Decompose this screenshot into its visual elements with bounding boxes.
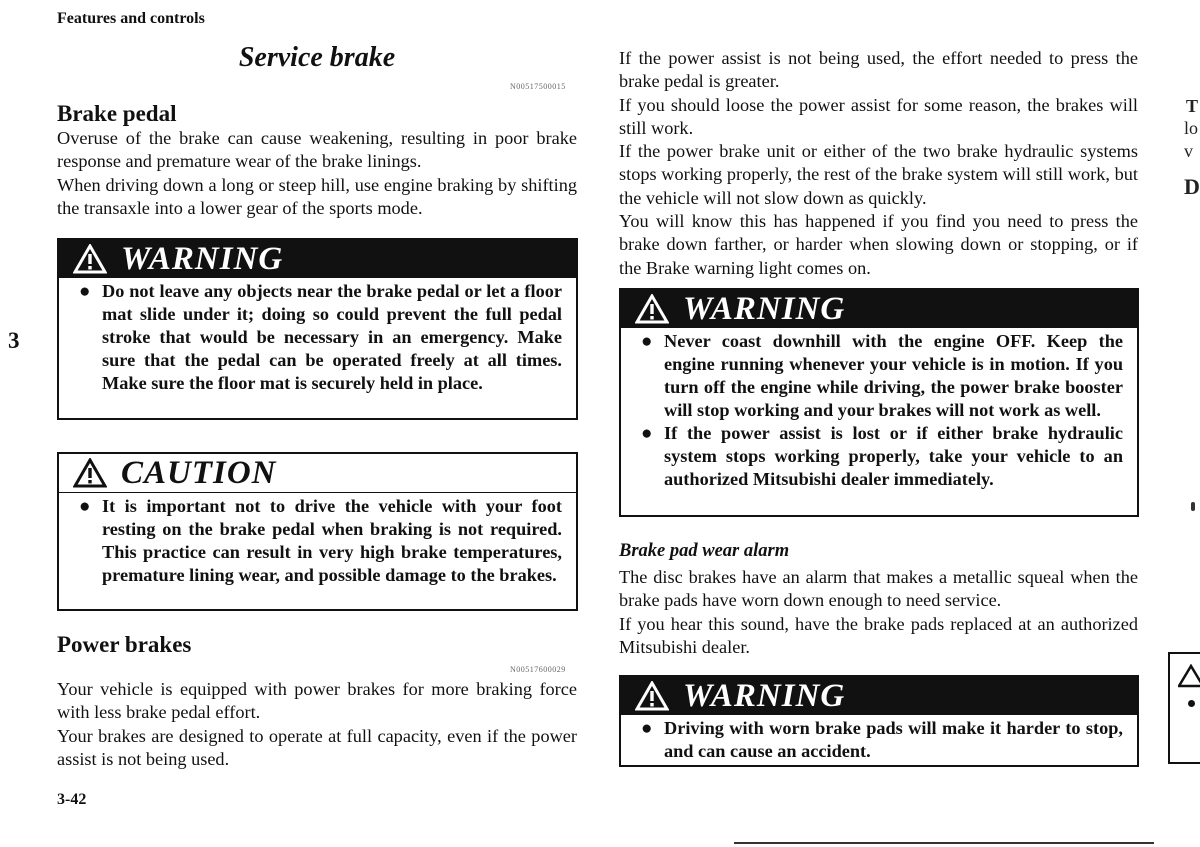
paragraph: Your vehicle is equipped with power brakes for more braking force with less brake pedal effort. [57,679,577,723]
warning-box-brake-pedal [57,238,578,420]
edge-fragment: v [1184,141,1193,161]
caution-header [59,454,576,493]
edge-bullet-dot [1188,700,1195,707]
warning-triangle-icon [635,294,669,324]
warning-triangle-icon [1178,664,1200,688]
warning-item: ● If the power assist is lost or if either brake hydraulic system stops working properly, take your vehicle to an authorized Mitsubishi dealer immediately. [641,423,1123,489]
warning-header [59,240,576,278]
edge-fragment: lo [1184,118,1199,138]
paragraph: If the power assist is not being used, the effort needed to press the brake pedal is greater. [619,48,1138,92]
warning-item: ● Do not leave any objects near the brake pedal or let a floor mat slide under it; doing so could prevent the full pedal stroke that would be necessary in an emergency. Make sure that the pedal can be operated freely at all times. Make sure the floor mat is securely held in place. [79,281,562,393]
power-brakes-heading: Power brakes [57,632,192,657]
brake-pedal-heading: Brake pedal [57,101,177,126]
warning-header [621,677,1137,715]
caution-triangle-icon [73,458,107,488]
warning-item: ● Driving with worn brake pads will make it harder to stop, and can cause an accident. [641,718,1123,761]
section-title: Service brake [238,42,396,73]
paragraph: If the power brake unit or either of the two brake hydraulic systems stops working properly, the rest of the brake system will still work, but the vehicle will not slow down as quickly. [619,141,1138,208]
warning-header [621,290,1137,328]
paragraph: Your brakes are designed to operate at full capacity, even if the power assist is not being used. [57,725,577,769]
warning-title: WARNING [121,240,284,277]
caution-box [57,452,578,611]
section-code: N00517500015 [510,82,566,91]
brake-pad-alarm-heading: Brake pad wear alarm [619,541,790,561]
edge-bullet-fragment [1191,502,1195,511]
running-header: Features and controls [57,10,205,27]
warning-box-power-brakes [619,288,1139,517]
power-brakes-code: N00517600029 [510,665,566,674]
edge-fragment: T [1186,96,1199,116]
caution-item: ● It is important not to drive the vehicle with your foot resting on the brake pedal when braking is not required. This practice can result in very high brake temperatures, premature lining wear, and possible damage to the brakes. [79,496,562,585]
paragraph: Overuse of the brake can cause weakening, resulting in poor brake response and premature wear of the brake linings. [57,128,577,172]
warning-triangle-icon [635,681,669,711]
chapter-number: 3 [8,328,20,353]
paragraph: The disc brakes have an alarm that makes a metallic squeal when the brake pads have worn down enough to need service. [619,567,1138,611]
bottom-rule [734,842,1154,844]
warning-title: WARNING [683,290,846,327]
power-brakes-continued [619,47,1138,280]
paragraph: You will know this has happened if you find you need to press the brake down farther, or harder when slowing down or stopping, or if the Brake warning light comes on. [619,211,1138,278]
paragraph: If you should loose the power assist for some reason, the brakes will still work. [619,94,1138,138]
paragraph: If you hear this sound, have the brake pads replaced at an authorized Mitsubishi dealer. [619,613,1138,657]
paragraph: When driving down a long or steep hill, use engine braking by shifting the transaxle into a lower gear of the sports mode. [57,174,577,218]
caution-title: CAUTION [121,454,277,491]
brake-pad-alarm-text [619,566,1138,659]
edge-warning-box-fragment [1168,652,1200,764]
warning-title: WARNING [683,677,846,714]
edge-fragment: D [1184,174,1200,199]
warning-item: ● Never coast downhill with the engine OFF. Keep the engine running whenever your vehicle is in motion. If you turn off the engine while driving, the power brake booster will stop working and your brakes will not work as well. [641,331,1123,420]
warning-box-brake-pads [619,675,1139,767]
brake-pedal-text [57,127,577,220]
page-number: 3-42 [57,791,87,808]
warning-triangle-icon [73,244,107,274]
power-brakes-text [57,678,577,771]
